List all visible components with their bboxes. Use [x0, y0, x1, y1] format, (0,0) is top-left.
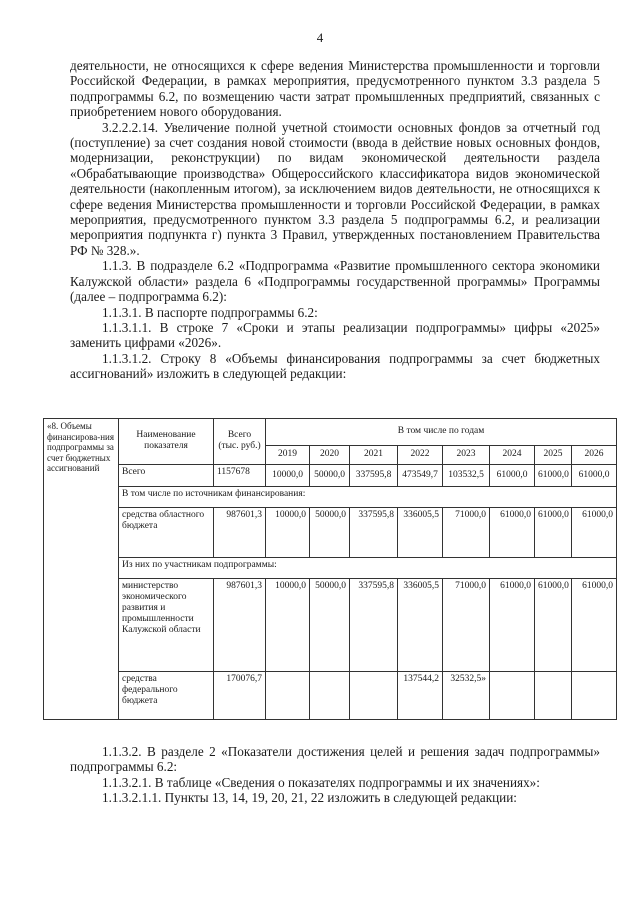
cell-name: средства областного бюджета [119, 508, 214, 558]
paragraph: деятельности, не относящихся к сфере ведения Министерства промышленности и торговли Российской Федерации, в рамках мероприятия, предусмотренного пунктом 3.3 раздела 5 подпрограммы 6.2, по возмещению части затрат промышленных предприятий, связанных с приобретением нового оборудования. [70, 58, 600, 120]
cell-value: 50000,0 [310, 578, 350, 671]
cell-total: 987601,3 [214, 578, 266, 671]
table-row-regional [44, 508, 617, 558]
paragraph: 1.1.3. В подразделе 6.2 «Подпрограмма «Развитие промышленного сектора экономики Калужской области» раздела 6 «Подпрограммы государственной программы» Программы (далее – подпрограмма 6.2): [70, 258, 600, 305]
financing-table [43, 418, 617, 720]
cell-value: 337595,8 [350, 464, 398, 487]
cell-value: 103532,5 [443, 464, 490, 487]
cell-value: 61000,0 [572, 508, 617, 558]
table-row-federal [44, 672, 617, 720]
cell-name: средства федерального бюджета [119, 672, 214, 720]
paragraph: 3.2.2.2.14. Увеличение полной учетной стоимости основных фондов за отчетный год (поступление) за счет создания новой стоимости (ввода в действие новых основных фондов, модернизации, реконструкции) по видам экономической деятельности раздела «Обрабатывающие производства» Общероссийского классификатора видов экономической деятельности (накопленным итогом), за исключением видов деятельности, не относящихся к сфере ведения Министерства промышленности и торговли Российской Федерации, в рамках мероприятия, предусмотренного пунктом 3.3 раздела 5 подпрограммы 6.2, и реализации мероприятия подпункта г) пункта 3 Правил, утвержденных постановлением Правительства РФ № 328.». [70, 119, 600, 258]
cell-total: 1157678 [214, 464, 266, 487]
cell-total: 987601,3 [214, 508, 266, 558]
paragraph: 1.1.3.2.1. В таблице «Сведения о показателях подпрограммы и их значениях»: [102, 774, 540, 790]
row-label-cell: «8. Объемы финансирова-ния подпрограммы за счет бюджетных ассигнований [44, 419, 119, 720]
year-header: 2026 [572, 445, 617, 464]
cell-value: 61000,0 [535, 578, 572, 671]
section-participants: Из них по участникам подпрограммы: [119, 558, 617, 579]
cell-value: 61000,0 [535, 464, 572, 487]
table-row-ministry [44, 578, 617, 671]
cell-value: 336005,5 [398, 578, 443, 671]
cell-value [266, 672, 310, 720]
cell-value: 10000,0 [266, 508, 310, 558]
cell-value: 61000,0 [490, 578, 535, 671]
cell-value [490, 672, 535, 720]
cell-value [350, 672, 398, 720]
cell-value: 50000,0 [310, 508, 350, 558]
year-header: 2023 [443, 445, 490, 464]
body-text-top [70, 58, 600, 382]
year-header: 2022 [398, 445, 443, 464]
paragraph: 1.1.3.1. В паспорте подпрограммы 6.2: [102, 304, 318, 320]
body-text-bottom [70, 744, 600, 806]
table-row-total [44, 464, 617, 487]
cell-value: 61000,0 [490, 508, 535, 558]
cell-value: 71000,0 [443, 508, 490, 558]
page-number: 4 [316, 30, 324, 45]
cell-value: 137544,2 [398, 672, 443, 720]
year-header: 2019 [266, 445, 310, 464]
cell-value: 473549,7 [398, 464, 443, 487]
cell-value: 61000,0 [572, 578, 617, 671]
cell-value: 337595,8 [350, 508, 398, 558]
cell-value: 10000,0 [266, 578, 310, 671]
paragraph: 1.1.3.2. В разделе 2 «Показатели достижения целей и решения задач подпрограммы» подпрограммы 6.2: [70, 744, 600, 775]
col-header-name: Наименование показателя [119, 419, 214, 465]
year-header: 2021 [350, 445, 398, 464]
paragraph: 1.1.3.2.1.1. Пункты 13, 14, 19, 20, 21, 22 изложить в следующей редакции: [102, 790, 517, 806]
year-header: 2025 [535, 445, 572, 464]
cell-value [572, 672, 617, 720]
cell-name: Всего [119, 464, 214, 487]
cell-value: 337595,8 [350, 578, 398, 671]
cell-value: 50000,0 [310, 464, 350, 487]
cell-value [310, 672, 350, 720]
paragraph: 1.1.3.1.2. Строку 8 «Объемы финансирования подпрограммы за счет бюджетных ассигнований» изложить в следующей редакции: [70, 350, 600, 382]
cell-value: 71000,0 [443, 578, 490, 671]
cell-total: 170076,7 [214, 672, 266, 720]
year-header: 2020 [310, 445, 350, 464]
cell-value: 336005,5 [398, 508, 443, 558]
cell-value: 61000,0 [535, 508, 572, 558]
cell-value: 61000,0 [490, 464, 535, 487]
cell-name: министерство экономического развития и промышленности Калужской области [119, 578, 214, 671]
section-sources: В том числе по источникам финансирования: [119, 487, 617, 508]
year-header: 2024 [490, 445, 535, 464]
paragraph: 1.1.3.1.1. В строке 7 «Сроки и этапы реализации подпрограммы» цифры «2025» заменить цифрами «2026». [70, 319, 600, 351]
cell-value: 10000,0 [266, 464, 310, 487]
cell-value [535, 672, 572, 720]
cell-value: 32532,5» [443, 672, 490, 720]
col-header-years-group: В том числе по годам [266, 419, 617, 446]
col-header-total: Всего (тыс. руб.) [214, 419, 266, 465]
cell-value: 61000,0 [572, 464, 617, 487]
